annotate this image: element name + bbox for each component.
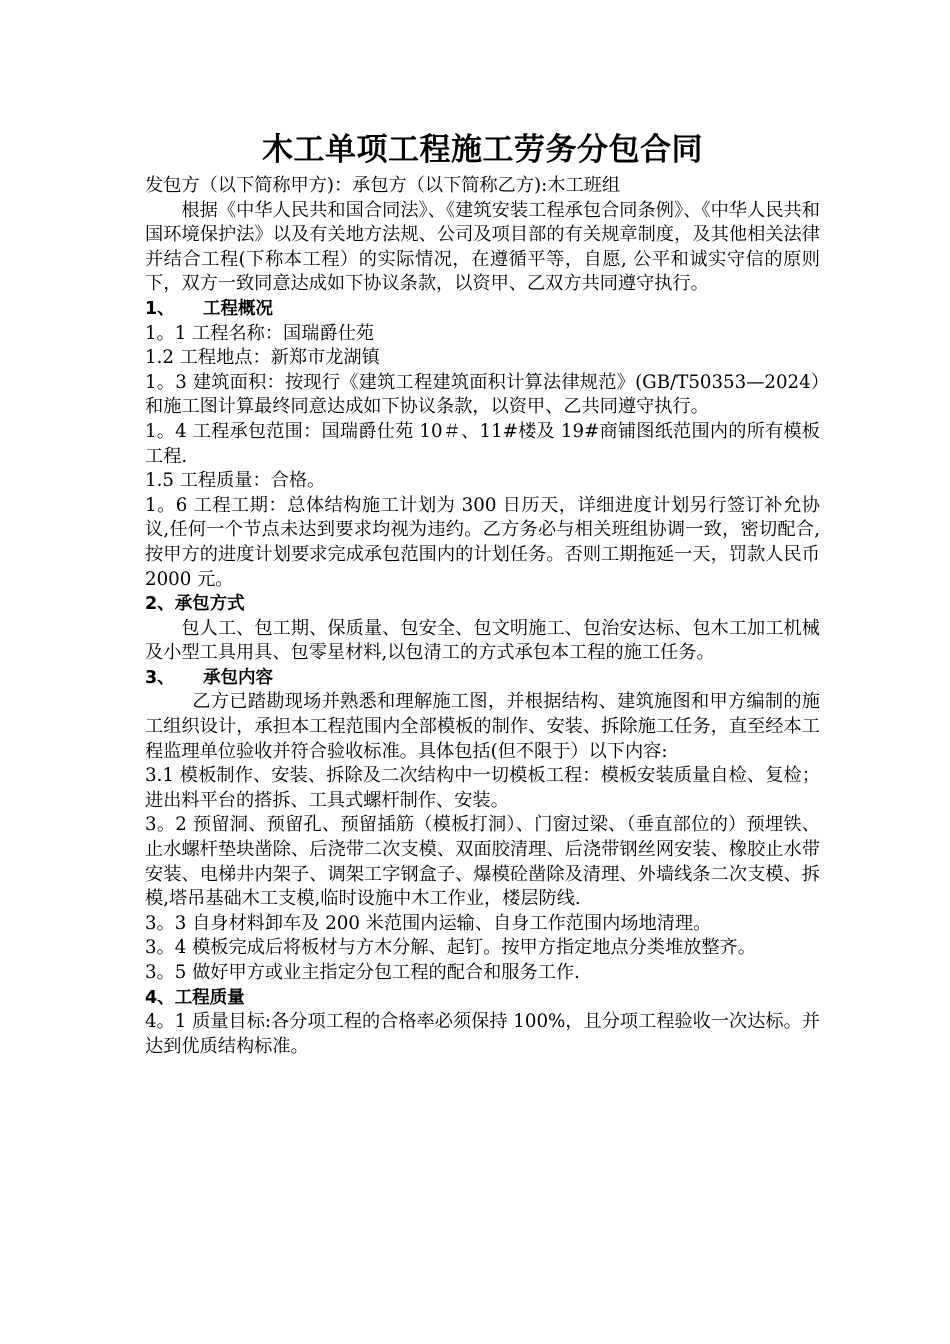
section-title: 工程质量 bbox=[174, 987, 245, 1008]
clause-1-5: 1.5 工程质量：合格。 bbox=[145, 470, 326, 492]
clause-1-3: 1。3 建筑面积：按现行《建筑工程建筑面积计算法律规范》(GB/T50353—2024）和施工图计算最终同意达成如下协议条款，以资甲、乙共同遵守执行。 bbox=[145, 371, 820, 418]
clause-1-2: 1.2 工程地点：新郑市龙湖镇 bbox=[145, 347, 380, 369]
section-number: 2、 bbox=[145, 594, 175, 615]
section-heading-1 bbox=[145, 297, 820, 322]
section-title: 承包内容 bbox=[203, 667, 273, 688]
section-title: 承包方式 bbox=[174, 594, 245, 615]
clause-3-5: 3。5 做好甲方或业主指定分包工程的配合和服务工作. bbox=[145, 962, 580, 983]
section-number: 1、 bbox=[145, 298, 175, 319]
document-title: 木工单项工程施工劳务分包合同 bbox=[262, 132, 703, 168]
section-2-paragraph: 包人工、包工期、保质量、包安全、包文明施工、包治安达标、包木工加工机械及小型工具用具、包零星材料,以包清工的方式承包本工程的施工任务。 bbox=[145, 617, 820, 664]
section-heading-4 bbox=[145, 986, 820, 1011]
clause-3-3: 3。3 自身材料卸车及 200 米范围内运输、自身工作范围内场地清理。 bbox=[145, 912, 712, 934]
preamble-paragraph: 根据《中华人民共和国合同法》、《建筑安装工程承包合同条例》、《中华人民共和国环境保护法》以及有关地方法规、公司及项目部的有关规章制度，及其他相关法律并结合工程(下称本工程）的实际情况，在遵循平等，自愿, 公平和诚实守信的原则下，双方一致同意达成如下协议条款，以资甲、乙双方共同遵守执行。 bbox=[145, 199, 820, 295]
clause-3-4: 3。4 模板完成后将板材与方木分解、起钉。按甲方指定地点分类堆放整齐。 bbox=[145, 937, 756, 959]
parties-line: 发包方（以下简称甲方)：承包方（以下简称乙方):木工班组 bbox=[145, 175, 621, 196]
section-title: 工程概况 bbox=[203, 298, 273, 319]
clause-3-2: 3。2 预留洞、预留孔、预留插筋（模板打洞）、门窗过梁、（垂直部位的）预埋铁、止水螺杆垫块凿除、后浇带二次支模、双面胶清理、后浇带钢丝网安装、橡胶止水带安装、电梯井内架子、调架工字钢盒子、爆模砼凿除及清理、外墙线条二次支模、拆模,塔吊基础木工支模,临时设施中木工作业，楼层防线. bbox=[145, 814, 820, 910]
section-number: 4、 bbox=[145, 987, 175, 1008]
clause-4-1: 4。1 质量目标:各分项工程的合格率必须保持 100%，且分项工程验收一次达标。并达到优质结构标准。 bbox=[145, 1011, 820, 1057]
clause-3-1: 3.1 模板制作、安装、拆除及二次结构中一切模板工程：模板安装质量自检、复检；进出料平台的搭拆、工具式螺杆制作、安装。 bbox=[145, 765, 820, 811]
section-3-paragraph: 乙方已踏勘现场并熟悉和理解施工图，并根据结构、建筑施图和甲方编制的施工组织设计，承担本工程范围内全部模板的制作、安装、拆除施工任务，直至经本工程监理单位验收并符合验收标准。具体包括(但不限于）以下内容: bbox=[145, 691, 820, 762]
clause-1-6: 1。6 工程工期：总体结构施工计划为 300 日历天，详细进度计划另行签订补允协议,任何一个节点未达到要求均视为违约。乙方务必与相关班组协调一致，密切配合,按甲方的进度计划要求完成承包范围内的计划任务。否则工期拖延一天，罚款人民币 2000 元。 bbox=[145, 494, 820, 590]
section-heading-3 bbox=[145, 666, 820, 691]
section-heading-2 bbox=[145, 592, 820, 617]
clause-1-4: 1。4 工程承包范围：国瑞爵仕苑 10＃、11#楼及 19#商铺图纸范围内的所有模板工程. bbox=[145, 420, 820, 467]
section-number: 3、 bbox=[145, 667, 175, 688]
document-page bbox=[145, 128, 820, 1059]
clause-1-1: 1。1 工程名称：国瑞爵仕苑 bbox=[145, 322, 374, 344]
